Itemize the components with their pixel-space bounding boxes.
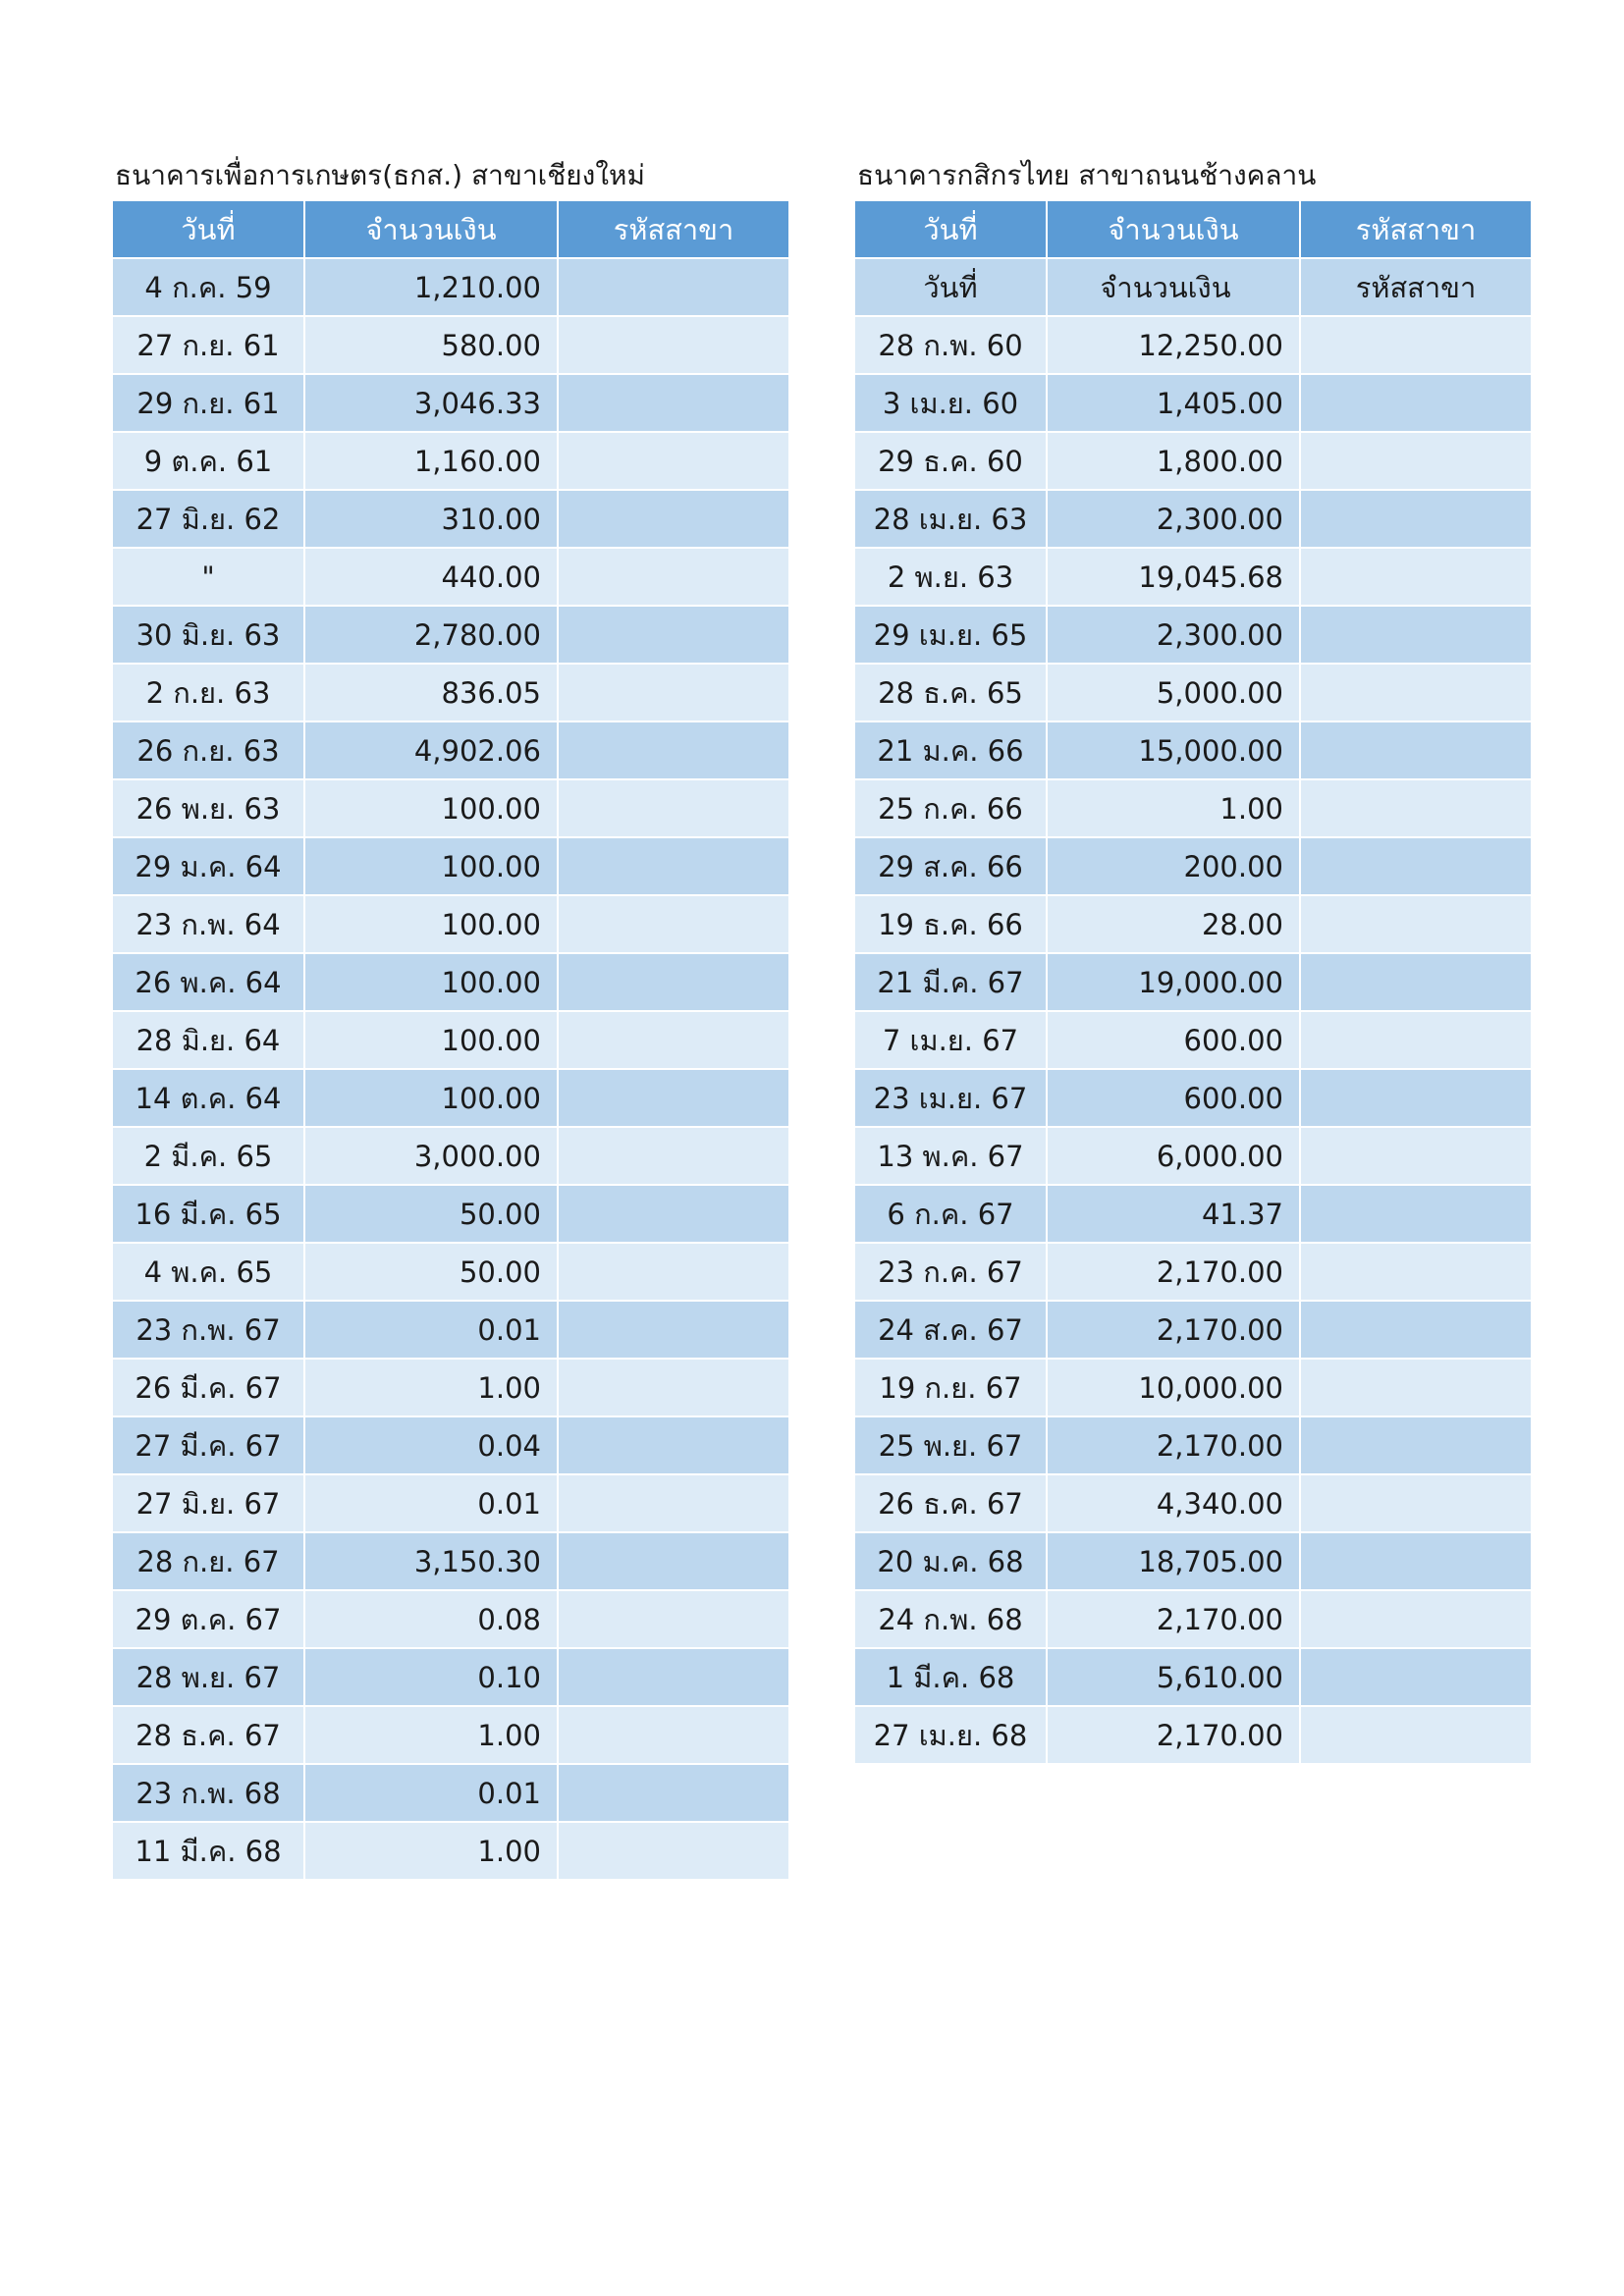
date-cell: 14 ต.ค. 64 [112, 1069, 304, 1127]
branch-code-cell [558, 432, 789, 490]
table-row [112, 316, 789, 374]
branch-code-cell [558, 316, 789, 374]
date-cell: 29 ส.ค. 66 [854, 837, 1047, 895]
table-row [854, 1069, 1532, 1127]
amount-cell: จำนวนเงิน [1047, 258, 1300, 316]
date-cell: 28 ก.พ. 60 [854, 316, 1047, 374]
branch-code-cell [558, 664, 789, 721]
amount-cell: 1.00 [304, 1359, 558, 1416]
table-row [854, 374, 1532, 432]
left-bank-title: ธนาคารเพื่อการเกษตร(ธกส.) สาขาเชียงใหม่ [115, 159, 645, 191]
table-row [854, 1532, 1532, 1590]
date-cell: " [112, 548, 304, 606]
amount-cell: 580.00 [304, 316, 558, 374]
date-cell: 19 ก.ย. 67 [854, 1359, 1047, 1416]
amount-cell: 600.00 [1047, 1011, 1300, 1069]
amount-cell: 100.00 [304, 1011, 558, 1069]
date-cell: 3 เม.ย. 60 [854, 374, 1047, 432]
amount-cell: 836.05 [304, 664, 558, 721]
branch-code-cell [558, 895, 789, 953]
table-row [112, 1532, 789, 1590]
date-cell: 26 พ.ค. 64 [112, 953, 304, 1011]
left-bank-section [111, 152, 790, 1881]
date-cell: 23 เม.ย. 67 [854, 1069, 1047, 1127]
branch-code-cell [558, 953, 789, 1011]
table-row [112, 1127, 789, 1185]
amount-cell: 100.00 [304, 953, 558, 1011]
amount-cell: 0.08 [304, 1590, 558, 1648]
date-cell: 7 เม.ย. 67 [854, 1011, 1047, 1069]
branch-code-cell [558, 721, 789, 779]
table-row [112, 1416, 789, 1474]
amount-cell: 1,800.00 [1047, 432, 1300, 490]
table-row [112, 1069, 789, 1127]
amount-cell: 310.00 [304, 490, 558, 548]
table-row [112, 953, 789, 1011]
date-cell: 4 ก.ค. 59 [112, 258, 304, 316]
amount-cell: 440.00 [304, 548, 558, 606]
right-bank-table [853, 199, 1533, 1765]
amount-cell: 15,000.00 [1047, 721, 1300, 779]
date-cell: 26 มี.ค. 67 [112, 1359, 304, 1416]
amount-cell: 3,150.30 [304, 1532, 558, 1590]
date-cell: 23 ก.ค. 67 [854, 1243, 1047, 1301]
branch-code-cell [558, 1011, 789, 1069]
date-cell: 13 พ.ค. 67 [854, 1127, 1047, 1185]
date-cell: 24 ก.พ. 68 [854, 1590, 1047, 1648]
table-row [112, 432, 789, 490]
branch-code-cell [558, 1127, 789, 1185]
branch-code-cell [1300, 1416, 1532, 1474]
branch-code-cell: รหัสสาขา [1300, 258, 1532, 316]
date-cell: 2 มี.ค. 65 [112, 1127, 304, 1185]
branch-code-cell [1300, 1185, 1532, 1243]
table-row [112, 1590, 789, 1648]
amount-cell: 600.00 [1047, 1069, 1300, 1127]
amount-cell: 1.00 [1047, 779, 1300, 837]
table-row [854, 1590, 1532, 1648]
branch-code-cell [558, 1590, 789, 1648]
column-header-date: วันที่ [854, 200, 1047, 258]
table-row [112, 1185, 789, 1243]
date-cell: 27 มิ.ย. 67 [112, 1474, 304, 1532]
table-row [112, 721, 789, 779]
date-cell: 28 เม.ย. 63 [854, 490, 1047, 548]
branch-code-cell [558, 1532, 789, 1590]
date-cell: 28 ก.ย. 67 [112, 1532, 304, 1590]
date-cell: 26 ธ.ค. 67 [854, 1474, 1047, 1532]
column-header-amount: จำนวนเงิน [1047, 200, 1300, 258]
table-row [112, 548, 789, 606]
branch-code-cell [1300, 721, 1532, 779]
branch-code-cell [558, 1185, 789, 1243]
branch-code-cell [1300, 316, 1532, 374]
branch-code-cell [1300, 1359, 1532, 1416]
table-row [112, 1301, 789, 1359]
branch-code-cell [558, 606, 789, 664]
table-row [112, 1011, 789, 1069]
date-cell: 26 ก.ย. 63 [112, 721, 304, 779]
branch-code-cell [1300, 1011, 1532, 1069]
amount-cell: 1,210.00 [304, 258, 558, 316]
branch-code-cell [1300, 1590, 1532, 1648]
amount-cell: 6,000.00 [1047, 1127, 1300, 1185]
table-row [112, 1648, 789, 1706]
date-cell: 1 มี.ค. 68 [854, 1648, 1047, 1706]
amount-cell: 50.00 [304, 1243, 558, 1301]
branch-code-cell [558, 779, 789, 837]
date-cell: 29 ม.ค. 64 [112, 837, 304, 895]
date-cell: 29 ก.ย. 61 [112, 374, 304, 432]
table-header-row [112, 200, 789, 258]
amount-cell: 3,046.33 [304, 374, 558, 432]
table-row [854, 895, 1532, 953]
date-cell: 30 มิ.ย. 63 [112, 606, 304, 664]
date-cell: 25 พ.ย. 67 [854, 1416, 1047, 1474]
amount-cell: 4,340.00 [1047, 1474, 1300, 1532]
table-row [854, 1011, 1532, 1069]
table-row [854, 1648, 1532, 1706]
right-table-body [854, 258, 1532, 1764]
amount-cell: 28.00 [1047, 895, 1300, 953]
table-row [112, 1822, 789, 1880]
amount-cell: 0.04 [304, 1416, 558, 1474]
table-row [112, 1474, 789, 1532]
column-header-branch-code: รหัสสาขา [558, 200, 789, 258]
date-cell: 20 ม.ค. 68 [854, 1532, 1047, 1590]
table-row [854, 837, 1532, 895]
branch-code-cell [1300, 374, 1532, 432]
table-row [854, 548, 1532, 606]
branch-code-cell [558, 1243, 789, 1301]
amount-cell: 100.00 [304, 779, 558, 837]
amount-cell: 12,250.00 [1047, 316, 1300, 374]
date-cell: 11 มี.ค. 68 [112, 1822, 304, 1880]
branch-code-cell [1300, 1127, 1532, 1185]
branch-code-cell [1300, 606, 1532, 664]
date-cell: 27 มี.ค. 67 [112, 1416, 304, 1474]
amount-cell: 0.01 [304, 1764, 558, 1822]
amount-cell: 100.00 [304, 1069, 558, 1127]
branch-code-cell [558, 837, 789, 895]
date-cell: 28 ธ.ค. 67 [112, 1706, 304, 1764]
branch-code-cell [1300, 779, 1532, 837]
table-row [854, 1416, 1532, 1474]
table-row [854, 606, 1532, 664]
column-header-branch-code: รหัสสาขา [1300, 200, 1532, 258]
date-cell: 25 ก.ค. 66 [854, 779, 1047, 837]
date-cell: 2 พ.ย. 63 [854, 548, 1047, 606]
branch-code-cell [1300, 664, 1532, 721]
table-row [112, 837, 789, 895]
branch-code-cell [558, 258, 789, 316]
amount-cell: 19,045.68 [1047, 548, 1300, 606]
table-row [112, 1706, 789, 1764]
date-cell: 27 ก.ย. 61 [112, 316, 304, 374]
date-cell: 6 ก.ค. 67 [854, 1185, 1047, 1243]
table-row [112, 258, 789, 316]
table-row [854, 258, 1532, 316]
right-bank-title: ธนาคารกสิกรไทย สาขาถนนช้างคลาน [857, 159, 1317, 191]
date-cell: 23 ก.พ. 68 [112, 1764, 304, 1822]
branch-code-cell [1300, 837, 1532, 895]
amount-cell: 3,000.00 [304, 1127, 558, 1185]
amount-cell: 2,170.00 [1047, 1243, 1300, 1301]
table-row [854, 953, 1532, 1011]
date-cell: 26 พ.ย. 63 [112, 779, 304, 837]
amount-cell: 0.01 [304, 1474, 558, 1532]
branch-code-cell [558, 1474, 789, 1532]
amount-cell: 100.00 [304, 895, 558, 953]
branch-code-cell [1300, 1301, 1532, 1359]
table-row [854, 1127, 1532, 1185]
table-row [112, 779, 789, 837]
date-cell: 27 เม.ย. 68 [854, 1706, 1047, 1764]
table-row [112, 895, 789, 953]
branch-code-cell [1300, 953, 1532, 1011]
amount-cell: 2,300.00 [1047, 606, 1300, 664]
amount-cell: 2,170.00 [1047, 1301, 1300, 1359]
table-row [854, 779, 1532, 837]
date-cell: 28 พ.ย. 67 [112, 1648, 304, 1706]
column-header-date: วันที่ [112, 200, 304, 258]
table-row [112, 606, 789, 664]
amount-cell: 2,300.00 [1047, 490, 1300, 548]
branch-code-cell [558, 1648, 789, 1706]
date-cell: 16 มี.ค. 65 [112, 1185, 304, 1243]
branch-code-cell [558, 1822, 789, 1880]
table-row [854, 664, 1532, 721]
table-row [112, 490, 789, 548]
table-row [854, 1359, 1532, 1416]
date-cell: 28 มิ.ย. 64 [112, 1011, 304, 1069]
date-cell: 27 มิ.ย. 62 [112, 490, 304, 548]
date-cell: 4 พ.ค. 65 [112, 1243, 304, 1301]
table-row [854, 490, 1532, 548]
table-row [112, 664, 789, 721]
branch-code-cell [558, 1359, 789, 1416]
branch-code-cell [558, 1416, 789, 1474]
branch-code-cell [1300, 1474, 1532, 1532]
date-cell: 2 ก.ย. 63 [112, 664, 304, 721]
date-cell: 28 ธ.ค. 65 [854, 664, 1047, 721]
amount-cell: 19,000.00 [1047, 953, 1300, 1011]
table-row [854, 1185, 1532, 1243]
branch-code-cell [558, 1764, 789, 1822]
amount-cell: 41.37 [1047, 1185, 1300, 1243]
amount-cell: 4,902.06 [304, 721, 558, 779]
table-row [112, 1764, 789, 1822]
amount-cell: 5,610.00 [1047, 1648, 1300, 1706]
date-cell: 24 ส.ค. 67 [854, 1301, 1047, 1359]
branch-code-cell [1300, 1243, 1532, 1301]
amount-cell: 10,000.00 [1047, 1359, 1300, 1416]
table-row [854, 432, 1532, 490]
table-row [854, 316, 1532, 374]
date-cell: วันที่ [854, 258, 1047, 316]
date-cell: 23 ก.พ. 67 [112, 1301, 304, 1359]
branch-code-cell [1300, 1706, 1532, 1764]
amount-cell: 18,705.00 [1047, 1532, 1300, 1590]
table-row [854, 1706, 1532, 1764]
branch-code-cell [558, 1706, 789, 1764]
column-header-amount: จำนวนเงิน [304, 200, 558, 258]
date-cell: 29 ต.ค. 67 [112, 1590, 304, 1648]
amount-cell: 2,170.00 [1047, 1590, 1300, 1648]
branch-code-cell [1300, 1532, 1532, 1590]
amount-cell: 1,160.00 [304, 432, 558, 490]
amount-cell: 5,000.00 [1047, 664, 1300, 721]
amount-cell: 1,405.00 [1047, 374, 1300, 432]
amount-cell: 1.00 [304, 1822, 558, 1880]
amount-cell: 50.00 [304, 1185, 558, 1243]
date-cell: 21 มี.ค. 67 [854, 953, 1047, 1011]
amount-cell: 1.00 [304, 1706, 558, 1764]
table-row [854, 1243, 1532, 1301]
table-row [854, 721, 1532, 779]
table-row [112, 1359, 789, 1416]
branch-code-cell [558, 490, 789, 548]
date-cell: 9 ต.ค. 61 [112, 432, 304, 490]
table-row [112, 374, 789, 432]
right-bank-section [853, 152, 1533, 1765]
left-table-body [112, 258, 789, 1880]
date-cell: 23 ก.พ. 64 [112, 895, 304, 953]
amount-cell: 100.00 [304, 837, 558, 895]
amount-cell: 0.10 [304, 1648, 558, 1706]
date-cell: 21 ม.ค. 66 [854, 721, 1047, 779]
branch-code-cell [1300, 490, 1532, 548]
branch-code-cell [1300, 1069, 1532, 1127]
branch-code-cell [1300, 432, 1532, 490]
left-bank-table [111, 199, 790, 1881]
amount-cell: 200.00 [1047, 837, 1300, 895]
branch-code-cell [558, 1301, 789, 1359]
date-cell: 19 ธ.ค. 66 [854, 895, 1047, 953]
branch-code-cell [558, 1069, 789, 1127]
branch-code-cell [1300, 895, 1532, 953]
table-row [854, 1301, 1532, 1359]
branch-code-cell [1300, 1648, 1532, 1706]
date-cell: 29 ธ.ค. 60 [854, 432, 1047, 490]
branch-code-cell [1300, 548, 1532, 606]
table-header-row [854, 200, 1532, 258]
branch-code-cell [558, 374, 789, 432]
branch-code-cell [558, 548, 789, 606]
date-cell: 29 เม.ย. 65 [854, 606, 1047, 664]
table-row [854, 1474, 1532, 1532]
amount-cell: 2,170.00 [1047, 1706, 1300, 1764]
table-row [112, 1243, 789, 1301]
amount-cell: 2,170.00 [1047, 1416, 1300, 1474]
amount-cell: 2,780.00 [304, 606, 558, 664]
amount-cell: 0.01 [304, 1301, 558, 1359]
